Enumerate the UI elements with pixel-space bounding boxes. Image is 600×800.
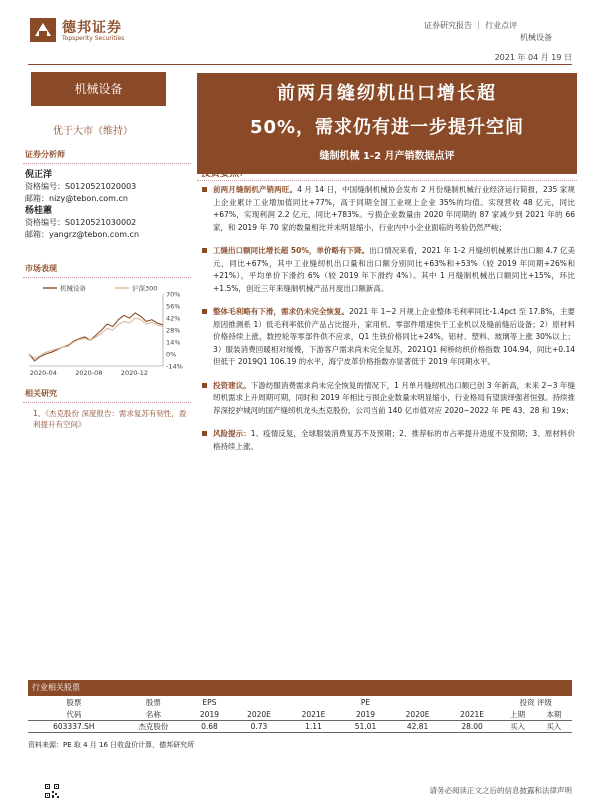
table-header-cell: 投资 评级 <box>519 698 552 708</box>
table-cell: 买入 <box>536 720 572 732</box>
paragraph-text: 出口情况来看，2021 年 1-2 月缝纫机械累计出口额 4.7 亿美元，同比+67%，其中工业缝纫机出口量和出口额分别同比+63%和+53%（较 2019 年同期+26%和+21%），平均单价下滑约 6%（较 2019 年下滑约 4%）。其中 1 月缝制机械出口额同比+15%，环比+1.5%，创近三年来缝制机械产品月度出口额新高。 <box>213 246 576 293</box>
title-line-2: 50%，需求仍有进一步提升空间 <box>249 117 525 138</box>
paragraph-lead: 整体毛利略有下滑，需求仍未完全恢复。 <box>213 307 350 316</box>
table-cell: 0.73 <box>232 720 287 732</box>
bullet-paragraph <box>201 306 575 369</box>
paragraph-text: 2021 年 1~2 月规上企业整体毛利率同比-1.4pct 至 17.8%，主要原因推测系 1）低毛利率低价产品占比提升，家用机、零部件增速快于工业机以及缝前缝后设备；2）原材料价格持续上涨，数控轮等零部件供不应求，Q1 生铁价格同比+24%，铝材、塑料、玻璃等上涨 30%以上；3）服装消费回暖相对缓慢，下游客户需求尚未完全复苏，2021Q1 柯桥纺织价格指数 104.94，同比+0.14 但低于 2019Q1 106.19 的水平，海宁皮革价格指数亦显著低于 2019 年同期水平。 <box>213 307 576 366</box>
table-cell: 42.81 <box>390 720 445 732</box>
table-cell: 603337.SH <box>28 720 120 732</box>
bullet-icon <box>202 248 207 253</box>
analyst-email[interactable]: 邮箱：yangrz@tebon.com.cn <box>25 230 140 239</box>
paragraph-lead: 风险提示： <box>213 429 251 438</box>
table-header-cell: 股票 <box>145 698 161 708</box>
sector-label: 机械设备 <box>31 72 166 106</box>
table-cell: 1.11 <box>286 720 341 732</box>
related-report-link[interactable]: 1、《杰克股份 深度报告：需求复苏有韧性，盈利提升有空间》 <box>33 409 187 429</box>
bullet-icon <box>202 187 207 192</box>
report-date: 2021 年 04 月 19 日 <box>494 53 572 62</box>
table-cell: 51.01 <box>341 720 391 732</box>
analyst-heading: 证券分析师 <box>25 150 65 159</box>
report-type-block <box>424 20 572 44</box>
bullet-icon <box>202 383 207 388</box>
market-chart <box>23 282 191 380</box>
chart-y-tick-label: 14% <box>166 338 181 347</box>
paragraph-text: 1、疫情反复，全球服装消费复苏不及预期；2、推荐标的市占率提升进度不及预期；3、原材料价格持续上涨。 <box>213 429 575 451</box>
section-divider <box>23 402 191 403</box>
table-header-cell: 2019 <box>187 709 232 721</box>
report-title-box <box>197 73 577 174</box>
chart-x-tick-label: 2020-08 <box>75 369 103 377</box>
logo-chinese-name: 德邦证券 <box>62 20 122 36</box>
related-heading: 相关研究 <box>25 389 57 398</box>
table-header-cell <box>286 697 341 709</box>
logo-english-name: Topsperity Securities <box>62 35 125 42</box>
table-header-cell: 2019 <box>341 709 391 721</box>
report-type: 证券研究报告 ｜ 行业点评 <box>424 21 518 30</box>
table-header-cell: 上期 <box>499 709 535 721</box>
report-subtitle: 缝制机械 1-2 月产销数据点评 <box>319 151 455 162</box>
chart-y-tick-label: 42% <box>166 314 181 323</box>
table-header-cell: 本期 <box>536 709 572 721</box>
paragraph-text: 4 月 14 日，中国缝制机械协会发布 2 月份缝制机械行业经济运行简报，235 家规上企业累计工业增加值同比+77%，高于同期全国工业规上企业 35%的均值。实现营收 48 亿元，同比+67%，实现利润 2.2 亿元，同比+783%。亏损企业数量由 2020 年同期的 87 家减少到 2021 年的 66 家，和 2019 年 70 家的数量相比并未明显缩小，行业内中小企业面临的考验仍然严峻； <box>213 185 575 232</box>
table-header-cell <box>232 697 287 709</box>
header-divider <box>28 64 572 65</box>
analyst-cert: 资格编号：S0120521030002 <box>25 218 137 227</box>
table-header-cell <box>445 697 500 709</box>
section-divider <box>197 180 577 181</box>
table-cell: 0.68 <box>187 720 232 732</box>
chart-series-line <box>29 318 163 358</box>
section-divider <box>23 277 191 278</box>
table-header-row <box>28 697 572 709</box>
rating: 优于大市（维持） <box>53 126 133 137</box>
bullet-icon <box>202 309 207 314</box>
table-cell: 杰克股份 <box>120 720 188 732</box>
stock-table <box>28 697 572 733</box>
title-line-1: 前两月缝纫机出口增长超 <box>277 83 497 104</box>
bullet-paragraph <box>201 184 575 234</box>
chart-y-tick-label: 56% <box>166 302 181 311</box>
table-header-cell: 股票 <box>66 698 82 708</box>
chart-y-tick-label: 28% <box>166 326 181 335</box>
report-body <box>201 184 575 464</box>
chart-x-tick-label: 2020-12 <box>120 369 149 377</box>
analyst-email[interactable]: 邮箱：nizy@tebon.com.cn <box>25 194 128 203</box>
paragraph-lead: 前两月缝制机产销两旺。 <box>213 185 298 194</box>
table-header-cell: PE <box>360 698 371 708</box>
page-footer: 请务必阅读正文之后的信息披露和法律声明 <box>429 786 572 795</box>
table-header-cell: 2021E <box>445 709 500 721</box>
company-logo <box>30 16 170 46</box>
chart-y-tick-label: 70% <box>166 290 181 299</box>
table-header-cell: 名称 <box>120 709 188 721</box>
table-source-note: 资料来源：PE 取 4 月 16 日收盘价计算，德邦研究所 <box>28 741 195 749</box>
bullet-paragraph <box>201 428 575 453</box>
table-header-cell: 代码 <box>28 709 120 721</box>
chart-legend-label: 机械设备 <box>60 284 86 293</box>
table-cell: 28.00 <box>445 720 500 732</box>
analyst-block <box>23 169 193 241</box>
analyst-name: 倪正洋 <box>25 170 53 180</box>
paragraph-lead: 工缝出口额同比增长超 50%，单价略有下降。 <box>213 246 370 255</box>
analyst-cert: 资格编号：S0120521020003 <box>25 182 137 191</box>
table-header-row <box>28 709 572 721</box>
table-header-cell <box>390 697 445 709</box>
chart-y-tick-label: 0% <box>166 350 177 359</box>
chart-x-tick-label: 2020-04 <box>29 369 57 377</box>
paragraph-text: 下游纺服消费需求尚未完全恢复的情况下，1 月单月缝纫机出口额已创 3 年新高，未来 2~3 年缝纫机需求上升周期可期，同时和 2019 年相比亏损企业数量未明显缩小，行业格局有望演绎强者恒强。持续推荐深挖护城河的国产缝纫机龙头杰克股份，公司当前 140 亿市值对应 2020~2022 年 PE 43、28 和 19x； <box>213 380 575 415</box>
market-chart-svg <box>23 282 191 380</box>
table-header-cell: EPS <box>202 698 217 708</box>
bullet-paragraph <box>201 380 575 418</box>
bullet-icon <box>202 431 207 436</box>
stock-table-heading: 行业相关股票 <box>28 680 572 696</box>
chart-y-tick-label: -14% <box>166 362 183 371</box>
investment-points-heading: 投资要点： <box>201 168 249 179</box>
report-industry: 机械设备 <box>520 33 552 42</box>
paragraph-lead: 投资建议。 <box>213 380 251 390</box>
qr-code-icon <box>45 784 59 798</box>
chart-legend-label: 沪深300 <box>132 284 158 293</box>
analyst-name: 杨桂蕙 <box>25 206 53 216</box>
market-heading: 市场表现 <box>25 264 57 273</box>
table-cell: 买入 <box>499 720 535 732</box>
table-header-cell: 2021E <box>286 709 341 721</box>
bullet-paragraph <box>201 245 575 295</box>
section-divider <box>23 163 191 164</box>
table-row <box>28 720 572 732</box>
logo-mark-icon <box>30 18 56 42</box>
table-header-cell: 2020E <box>390 709 445 721</box>
table-header-cell: 2020E <box>232 709 287 721</box>
sidebar <box>23 72 193 430</box>
